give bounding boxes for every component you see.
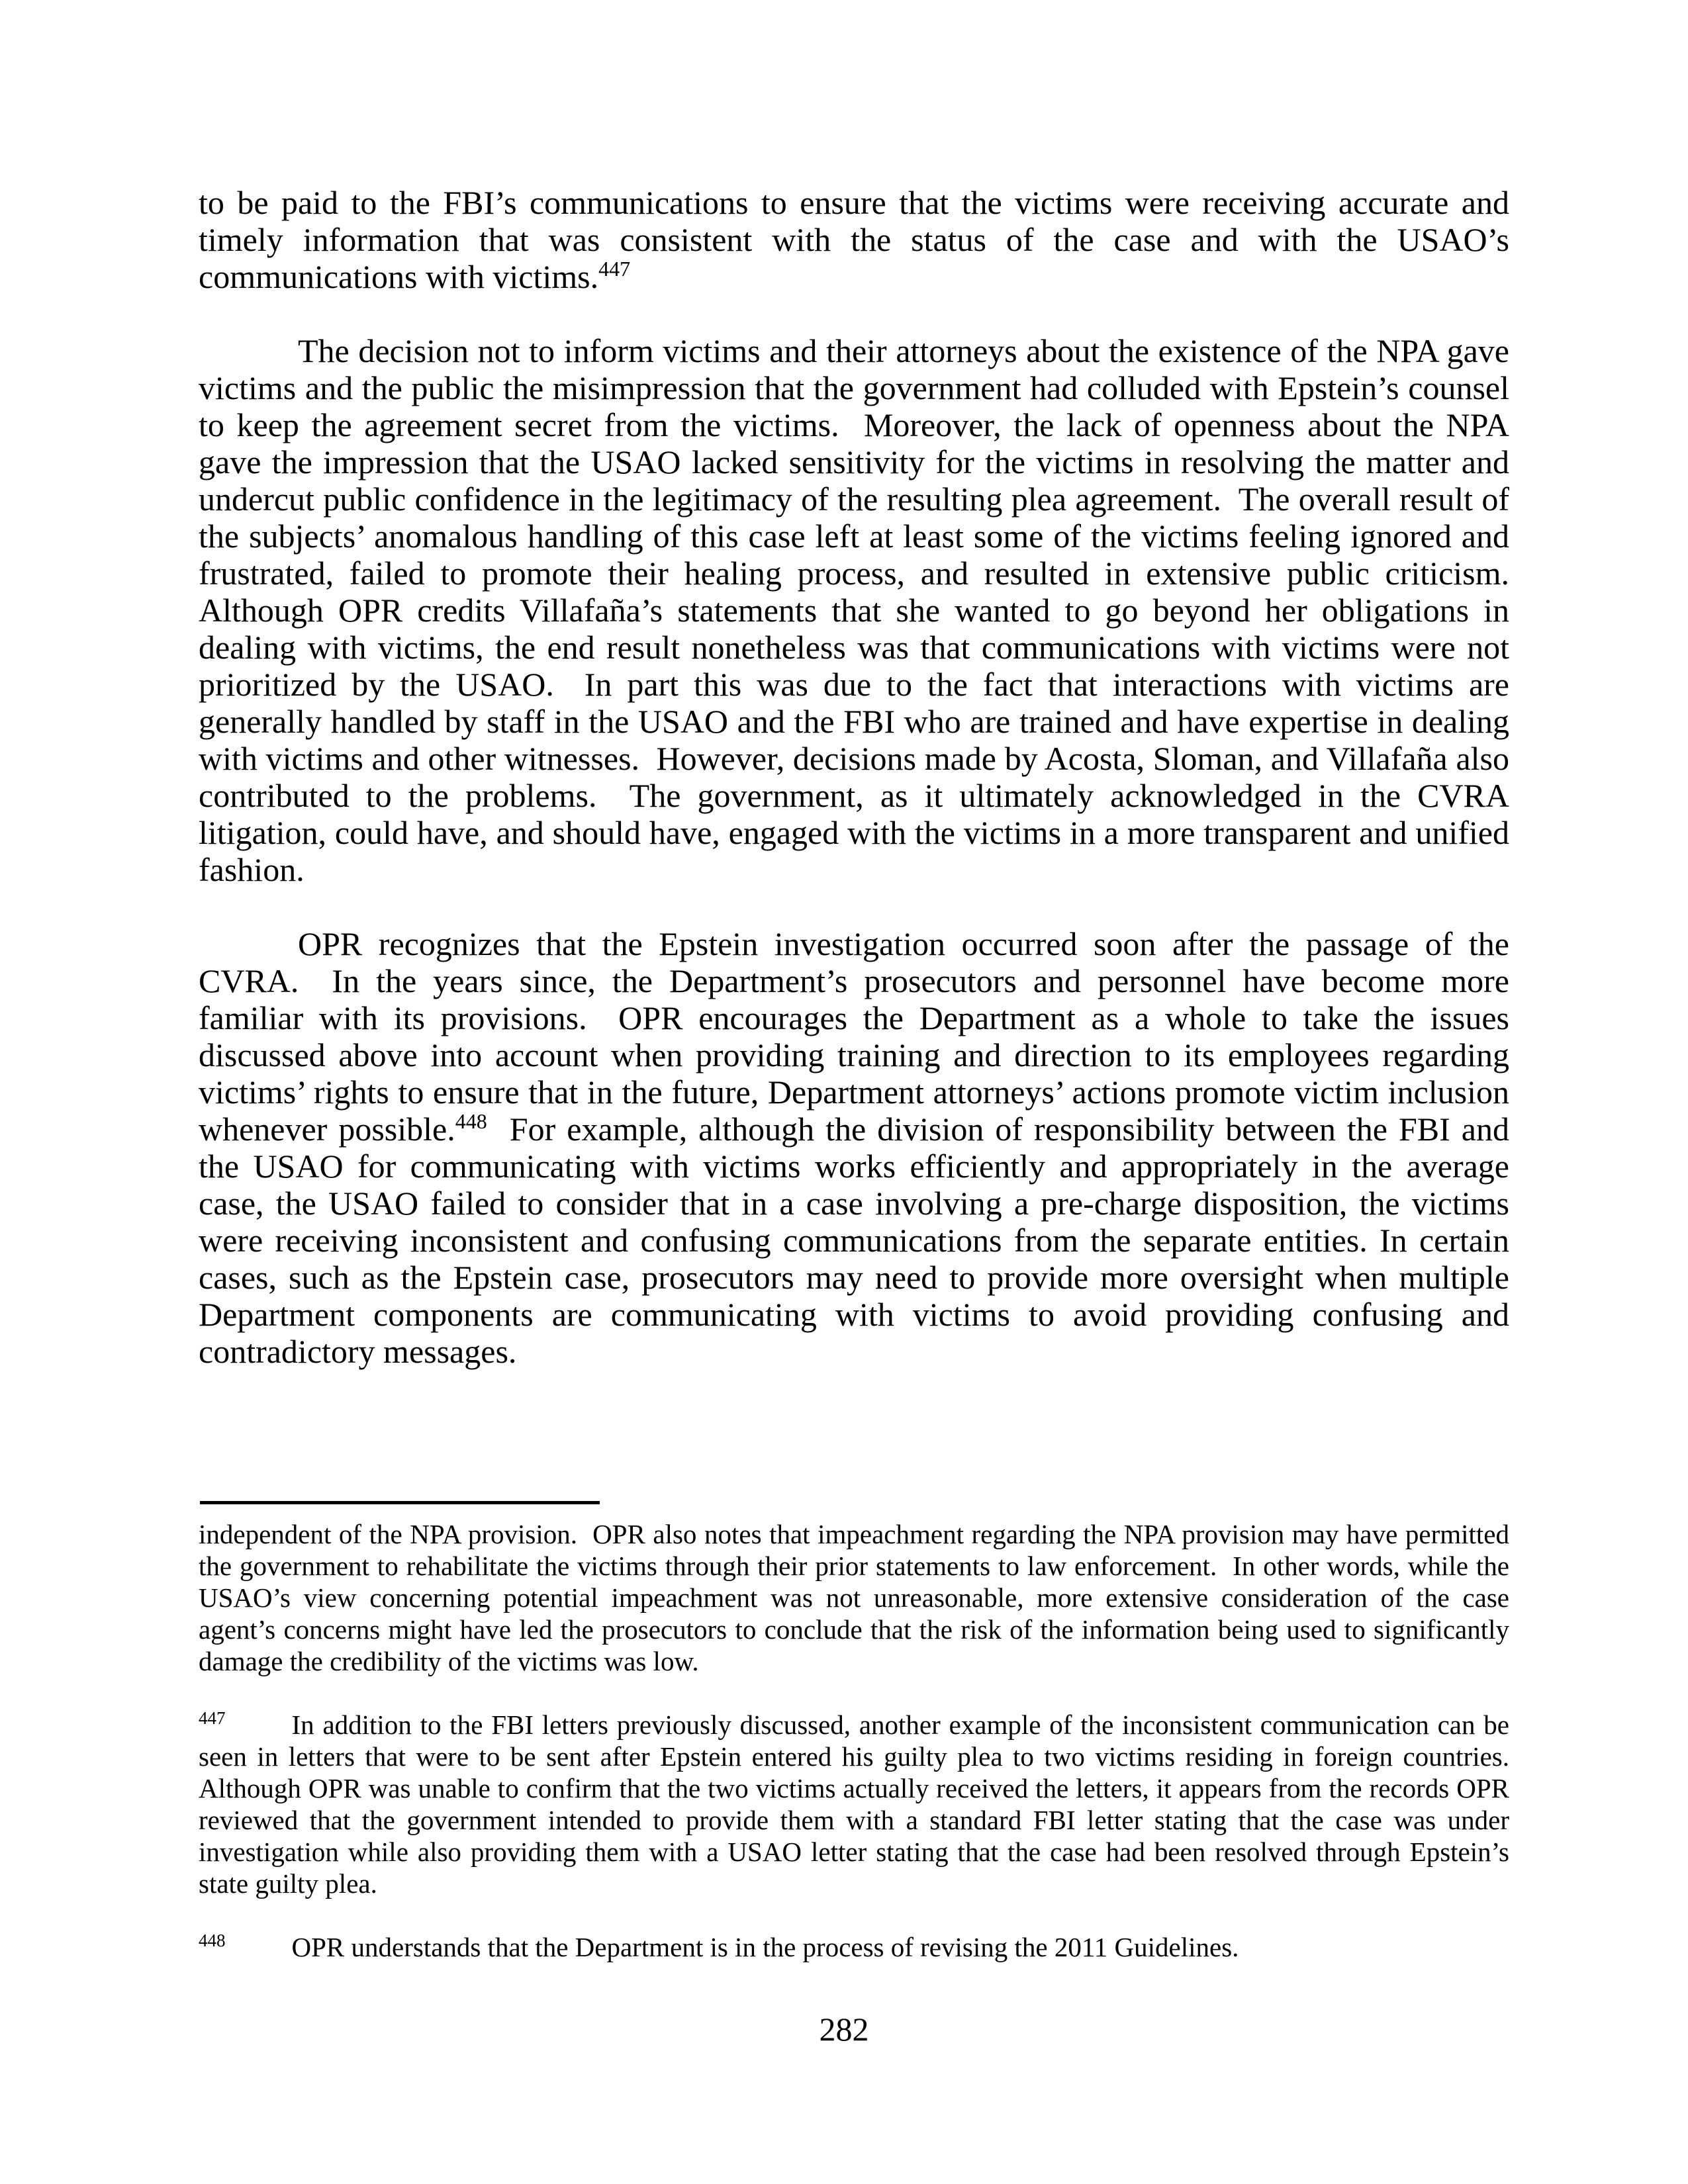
footnotes-block <box>199 1518 1523 1963</box>
footnote-number: 447 <box>199 1708 226 1728</box>
footnote-number: 448 <box>199 1931 226 1950</box>
body-paragraph: The decision not to inform victims and their attorneys about the existence of the NPA gave victims and the public the misimpression that the government had colluded with Epstein’s counsel to keep the agreement secret from the victims. Moreover, the lack of openness about the NPA gave the impression that the USAO lacked sensitivity for the victims in resolving the matter and undercut public confidence in the legitimacy of the resulting plea agreement. The overall result of the subjects’ anomalous handling of this case left at least some of the victims feeling ignored and frustrated, failed to promote their healing process, and resulted in extensive public criticism. Although OPR credits Villafaña’s statements that she wanted to go beyond her obligations in dealing with victims, the end result nonetheless was that communications with victims were not prioritized by the USAO. In part this was due to the fact that interactions with victims are generally handled by staff in the USAO and the FBI who are trained and have expertise in dealing with victims and other witnesses. However, decisions made by Acosta, Sloman, and Villafaña also contributed to the problems. The government, as it ultimately acknowledged in the CVRA litigation, could have, and should have, engaged with the victims in a more transparent and unified fashion. <box>199 332 1526 888</box>
page-number: 282 <box>819 2011 869 2048</box>
footnote-tab-spacer <box>226 1733 292 1734</box>
footnote-continuation: independent of the NPA provision. OPR also notes that impeachment regarding the NPA provision may have permitted the government to rehabilitate the victims through their prior statements to law enforcement. In other words, while the USAO’s view concerning potential impeachment was not unreasonable, more extensive consideration of the case agent’s concerns might have led the prosecutors to conclude that the risk of the information being used to significantly damage the credibility of the victims was low. <box>199 1519 1517 1676</box>
body-text-block <box>199 184 1526 1407</box>
footnote: $^{448}$ OPR understands that the Department is in the process of revising the 2011 Guidelines. <box>199 1931 1239 1962</box>
footnote-ref: 447 <box>598 257 631 281</box>
footnote-separator <box>200 1501 600 1504</box>
footnote-ref: 448 <box>455 1109 487 1133</box>
body-paragraph: OPR recognizes that the Epstein investigation occurred soon after the passage of the CVRA. In the years since, the Department’s prosecutors and personnel have become more familiar with its provisions. OPR encourages the Department as a whole to take the issues discussed above into account when providing training and direction to its employees regarding victims’ rights to ensure that in the future, Department attorneys’ actions promote victim inclusion whenever possible.$^{448}$ For example, although the division of responsibility between the FBI and the USAO for communicating with victims works efficiently and appropriately in the average case, the USAO failed to consider that in a case involving a pre-charge disposition, the victims were receiving inconsistent and confusing communications from the separate entities. In certain cases, such as the Epstein case, prosecutors may need to provide more oversight when multiple Department components are communicating with victims to avoid providing confusing and contradictory messages. <box>199 925 1518 1370</box>
footnote: $^{447}$ In addition to the FBI letters previously discussed, another example of the inconsistent communication can be seen in letters that were to be sent after Epstein entered his guilty plea to two victims residing in foreign countries. Although OPR was unable to confirm that the two victims actually received the letters, it appears from the records OPR reviewed that the government intended to provide them with a standard FBI letter stating that the case was under investigation while also providing them with a USAO letter stating that the case had been resolved through Epstein’s state guilty plea. <box>199 1708 1523 1899</box>
body-paragraph: to be paid to the FBI’s communications to ensure that the victims were receiving accurate and timely information that was consistent with the status of the case and with the USAO’s communications with victims.$^{447}$ <box>199 184 1518 295</box>
